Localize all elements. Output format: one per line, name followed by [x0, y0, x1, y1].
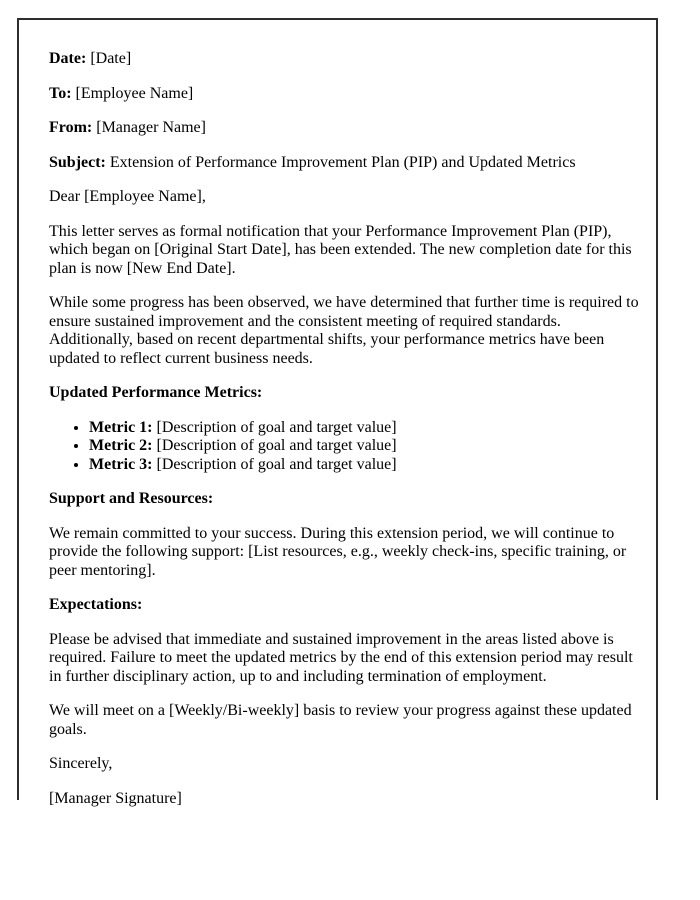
to-label: To: [49, 84, 72, 102]
from-line [49, 119, 646, 138]
paragraph-support: We remain committed to your success. During this extension period, we will continue to provide the following support: [List resources, e.g., weekly check-ins, specific training, or peer mentoring]. [49, 524, 627, 579]
metric-2-label: Metric 2: [89, 437, 153, 454]
from-value: [Manager Name] [96, 119, 206, 136]
to-value: [Employee Name] [75, 84, 194, 102]
closing: Sincerely, [49, 755, 113, 772]
list-item-metric-1 [89, 419, 646, 438]
date-label: Date: [49, 50, 87, 67]
subject-line [49, 154, 646, 173]
list-item-metric-2 [89, 437, 646, 456]
paragraph-meeting-cadence: We will meet on a [Weekly/Bi-weekly] basis to review your progress against these updated goals. [49, 702, 632, 738]
support-heading: Support and Resources: [49, 490, 214, 507]
date-line [49, 50, 646, 69]
to-line [49, 85, 646, 104]
paragraph-expectations: Please be advised that immediate and sustained improvement in the areas listed above is required. Failure to meet the updated metrics by the end of this extension period may result in further disciplinary action, up to and including termination of employment. [49, 630, 633, 685]
date-value: [Date] [90, 50, 132, 67]
signature-placeholder: [Manager Signature] [49, 789, 182, 807]
subject-value: Extension of Performance Improvement Plan (PIP) and Updated Metrics [109, 153, 576, 171]
metrics-heading: Updated Performance Metrics: [49, 384, 263, 401]
pip-extension-letter [17, 18, 658, 807]
metric-2-value: [Description of goal and target value] [156, 437, 397, 454]
list-item-metric-3 [89, 456, 646, 475]
metric-1-label: Metric 1: [89, 418, 153, 436]
metric-1-value: [Description of goal and target value] [156, 418, 397, 436]
subject-label: Subject: [49, 153, 106, 171]
metric-3-label: Metric 3: [89, 455, 153, 473]
from-label: From: [49, 119, 93, 136]
expectations-heading: Expectations: [49, 596, 143, 613]
metric-3-value: [Description of goal and target value] [156, 455, 397, 473]
paragraph-rationale: While some progress has been observed, we have determined that further time is required to ensure sustained improvement and the consistent meeting of required standards. Additionally, based on recent departmental shifts, your performance metrics have been updated to reflect current business needs. [49, 294, 639, 367]
paragraph-notification: This letter serves as formal notification that your Performance Improvement Plan (PIP), which began on [Original Start Date], has been extended. The new completion date for this plan is now [New End Date]. [49, 222, 632, 277]
salutation: Dear [Employee Name], [49, 188, 206, 205]
metrics-list [49, 419, 646, 475]
